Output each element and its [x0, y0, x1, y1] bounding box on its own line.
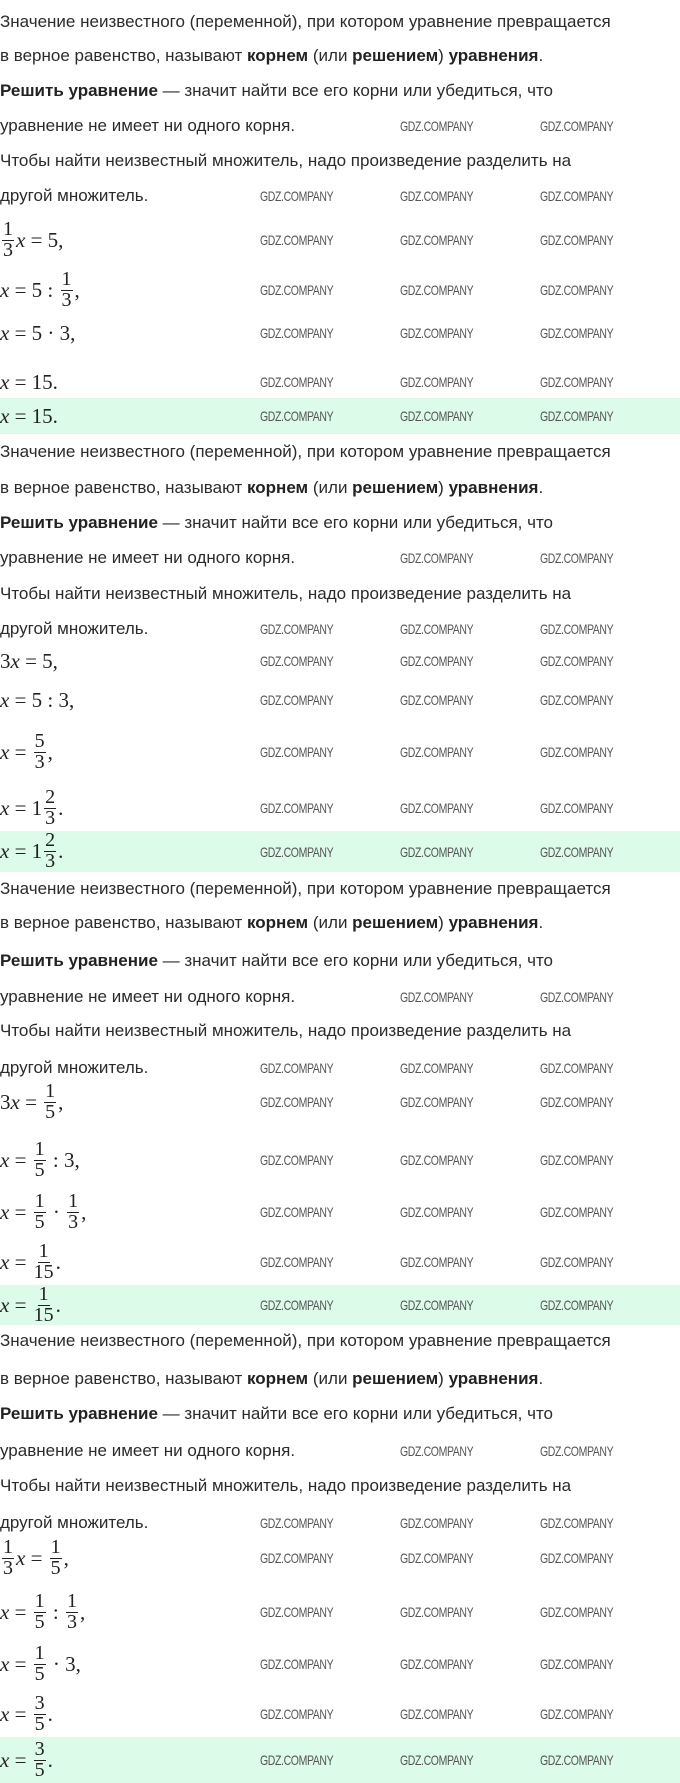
- watermark-text: GDZ.COMPANY: [400, 1094, 474, 1110]
- math-text: = 15.: [9, 403, 58, 428]
- equation-step: [0, 311, 75, 355]
- math-text: ,: [80, 1599, 86, 1624]
- fraction-denominator: 15: [33, 1260, 54, 1283]
- watermark-text: GDZ.COMPANY: [540, 1094, 614, 1110]
- bold-term: уравнения: [448, 1369, 539, 1388]
- math-variable: x: [0, 687, 10, 712]
- watermark-text: GDZ.COMPANY: [260, 1656, 334, 1672]
- watermark-text: GDZ.COMPANY: [540, 374, 614, 390]
- fraction-denominator: 3: [34, 750, 45, 773]
- text-segment: Чтобы найти неизвестный множитель, надо произведение разделить на: [0, 1476, 572, 1495]
- fraction-denominator: 5: [34, 1210, 45, 1233]
- paragraph-line: [0, 116, 680, 136]
- equation-step: [0, 639, 58, 683]
- bold-term: корнем: [247, 1369, 309, 1388]
- bold-term: корнем: [247, 913, 309, 932]
- math-text: = 15.: [9, 369, 58, 394]
- watermark-text: GDZ.COMPANY: [400, 550, 474, 566]
- paragraph-line: [0, 987, 680, 1007]
- math-text: 3: [0, 648, 11, 673]
- watermark-text: GDZ.COMPANY: [400, 325, 474, 341]
- watermark-text: GDZ.COMPANY: [540, 118, 614, 134]
- math-variable: x: [10, 648, 20, 673]
- equation-step: [0, 1138, 80, 1182]
- watermark-text: GDZ.COMPANY: [260, 325, 334, 341]
- watermark-text: GDZ.COMPANY: [540, 621, 614, 637]
- paragraph-line: [0, 478, 680, 498]
- bold-term: Решить уравнение: [0, 1404, 158, 1423]
- math-variable: x: [0, 403, 10, 428]
- fraction-denominator: 5: [34, 1158, 45, 1181]
- fraction-denominator: 3: [61, 288, 72, 311]
- watermark-text: GDZ.COMPANY: [540, 844, 614, 860]
- watermark-text: GDZ.COMPANY: [540, 692, 614, 708]
- fraction: [50, 1535, 62, 1579]
- fraction-numerator: 2: [45, 829, 56, 852]
- watermark-text: GDZ.COMPANY: [540, 800, 614, 816]
- fraction-numerator: 1: [38, 1239, 49, 1262]
- watermark-text: GDZ.COMPANY: [260, 1060, 334, 1076]
- watermark-text: GDZ.COMPANY: [540, 1152, 614, 1168]
- fraction-numerator: 1: [3, 217, 13, 240]
- fraction: [44, 1079, 56, 1123]
- answer-box: [0, 831, 680, 872]
- fraction: [44, 785, 56, 829]
- math-variable: x: [0, 320, 10, 345]
- math-text: = 1: [9, 839, 43, 863]
- watermark-text: GDZ.COMPANY: [400, 282, 474, 298]
- text-segment: Чтобы найти неизвестный множитель, надо произведение разделить на: [0, 1021, 572, 1040]
- math-text: :: [47, 1599, 65, 1624]
- math-text: ,: [58, 1089, 64, 1114]
- fraction: [44, 831, 56, 871]
- math-text: =: [25, 1545, 48, 1570]
- watermark-text: GDZ.COMPANY: [400, 374, 474, 390]
- math-text: = 5 · 3,: [9, 320, 76, 345]
- math-text: =: [9, 1701, 32, 1726]
- text-segment: уравнение не имеет ни одного корня.: [0, 987, 296, 1006]
- text-segment: уравнение не имеет ни одного корня.: [0, 1441, 296, 1460]
- math-text: =: [19, 1089, 43, 1114]
- watermark-text: GDZ.COMPANY: [400, 188, 474, 204]
- text-segment: в верное равенство, называют: [0, 1369, 247, 1388]
- text-segment: уравнение не имеет ни одного корня.: [0, 116, 296, 135]
- fraction-numerator: 1: [61, 267, 72, 290]
- math-variable: x: [0, 1147, 10, 1172]
- watermark-text: GDZ.COMPANY: [400, 1443, 474, 1459]
- fraction-numerator: 1: [34, 1189, 45, 1212]
- paragraph-line: [0, 548, 680, 568]
- equation-step: [0, 218, 63, 262]
- watermark-text: GDZ.COMPANY: [400, 844, 474, 860]
- paragraph-line: [0, 186, 680, 206]
- text-segment: Чтобы найти неизвестный множитель, надо произведение разделить на: [0, 584, 572, 603]
- fraction-numerator: 1: [34, 1641, 45, 1664]
- text-segment: .: [538, 1369, 544, 1388]
- watermark-text: GDZ.COMPANY: [260, 1094, 334, 1110]
- bold-term: решением: [352, 1369, 439, 1388]
- watermark-text: GDZ.COMPANY: [260, 800, 334, 816]
- watermark-text: GDZ.COMPANY: [540, 744, 614, 760]
- math-text: .: [58, 839, 64, 863]
- math-text: ,: [81, 1199, 87, 1224]
- math-variable: x: [0, 277, 10, 302]
- watermark-text: GDZ.COMPANY: [400, 989, 474, 1005]
- watermark-text: GDZ.COMPANY: [400, 1297, 474, 1313]
- watermark-text: GDZ.COMPANY: [540, 1297, 614, 1313]
- math-text: =: [9, 1747, 32, 1772]
- watermark-text: GDZ.COMPANY: [260, 282, 334, 298]
- watermark-text: GDZ.COMPANY: [540, 325, 614, 341]
- watermark-text: GDZ.COMPANY: [400, 1706, 474, 1722]
- fraction: [34, 729, 46, 773]
- math-variable: x: [0, 1199, 10, 1224]
- watermark-text: GDZ.COMPANY: [260, 692, 334, 708]
- math-variable: x: [0, 1599, 10, 1624]
- answer-box: [0, 398, 680, 434]
- text-segment: Чтобы найти неизвестный множитель, надо произведение разделить на: [0, 151, 572, 170]
- fraction-numerator: 1: [34, 1589, 45, 1612]
- equation-step: [0, 730, 53, 774]
- text-segment: ): [438, 478, 449, 497]
- math-variable: x: [0, 795, 10, 820]
- watermark-text: GDZ.COMPANY: [400, 1204, 474, 1220]
- watermark-text: GDZ.COMPANY: [540, 989, 614, 1005]
- text-segment: в верное равенство, называют: [0, 46, 247, 65]
- watermark-text: GDZ.COMPANY: [540, 1060, 614, 1076]
- watermark-text: GDZ.COMPANY: [540, 1752, 614, 1768]
- paragraph-line: [0, 1058, 680, 1078]
- watermark-text: GDZ.COMPANY: [260, 188, 334, 204]
- fraction-denominator: 3: [45, 850, 56, 872]
- answer-equation: [0, 1282, 61, 1326]
- paragraph-line: [0, 951, 680, 971]
- answer-equation: [0, 398, 58, 434]
- fraction-denominator: 3: [68, 1210, 79, 1233]
- bold-term: корнем: [247, 46, 309, 65]
- paragraph-line: [0, 584, 680, 604]
- equation-step: [0, 1240, 61, 1284]
- math-variable: x: [0, 1651, 10, 1676]
- watermark-text: GDZ.COMPANY: [400, 1550, 474, 1566]
- math-text: · 3,: [47, 1651, 81, 1676]
- math-variable: x: [16, 227, 26, 252]
- paragraph-line: [0, 1021, 680, 1041]
- watermark-text: GDZ.COMPANY: [540, 1604, 614, 1620]
- fraction: [2, 217, 14, 261]
- paragraph-line: [0, 151, 680, 171]
- watermark-text: GDZ.COMPANY: [540, 1204, 614, 1220]
- watermark-text: GDZ.COMPANY: [260, 1297, 334, 1313]
- watermark-text: GDZ.COMPANY: [260, 1152, 334, 1168]
- watermark-text: GDZ.COMPANY: [540, 232, 614, 248]
- fraction-numerator: 5: [34, 729, 45, 752]
- watermark-text: GDZ.COMPANY: [540, 188, 614, 204]
- math-text: = 1: [9, 795, 43, 820]
- fraction-numerator: 3: [34, 1737, 45, 1760]
- fraction: [33, 1239, 54, 1283]
- answer-box: [0, 1737, 680, 1783]
- watermark-text: GDZ.COMPANY: [260, 1752, 334, 1768]
- text-segment: в верное равенство, называют: [0, 913, 247, 932]
- watermark-text: GDZ.COMPANY: [540, 1515, 614, 1531]
- math-variable: x: [0, 1292, 10, 1317]
- math-text: =: [9, 1651, 32, 1676]
- watermark-text: GDZ.COMPANY: [260, 408, 334, 424]
- text-segment: — значит найти все его корни или убедиться, что: [157, 951, 554, 970]
- math-text: ,: [63, 1545, 69, 1570]
- watermark-text: GDZ.COMPANY: [400, 1752, 474, 1768]
- math-variable: x: [0, 739, 10, 764]
- text-segment: (или: [308, 478, 353, 497]
- paragraph-line: [0, 619, 680, 639]
- paragraph-line: [0, 81, 680, 101]
- math-variable: x: [0, 369, 10, 394]
- watermark-text: GDZ.COMPANY: [260, 1515, 334, 1531]
- watermark-text: GDZ.COMPANY: [400, 1060, 474, 1076]
- fraction-numerator: 1: [45, 1079, 56, 1102]
- text-segment: — значит найти все его корни или убедиться, что: [157, 81, 554, 100]
- fraction: [2, 1535, 14, 1579]
- text-segment: другой множитель.: [0, 1513, 149, 1532]
- paragraph-line: [0, 12, 680, 32]
- watermark-text: GDZ.COMPANY: [540, 1254, 614, 1270]
- watermark-text: GDZ.COMPANY: [400, 692, 474, 708]
- watermark-text: GDZ.COMPANY: [400, 621, 474, 637]
- paragraph-line: [0, 1476, 680, 1496]
- text-segment: — значит найти все его корни или убедиться, что: [157, 1404, 554, 1423]
- fraction-numerator: 3: [34, 1691, 45, 1714]
- fraction-denominator: 3: [45, 806, 56, 829]
- text-segment: Значение неизвестного (переменной), при котором уравнение превращается: [0, 879, 611, 898]
- watermark-text: GDZ.COMPANY: [400, 653, 474, 669]
- fraction: [34, 1737, 46, 1781]
- math-text: : 3,: [47, 1147, 80, 1172]
- text-segment: Значение неизвестного (переменной), при котором уравнение превращается: [0, 1331, 611, 1350]
- paragraph-line: [0, 1441, 680, 1461]
- fraction-denominator: 5: [34, 1610, 45, 1633]
- watermark-text: GDZ.COMPANY: [260, 1254, 334, 1270]
- watermark-text: GDZ.COMPANY: [260, 1550, 334, 1566]
- bold-term: решением: [352, 46, 439, 65]
- math-variable: x: [10, 1089, 20, 1114]
- watermark-text: GDZ.COMPANY: [540, 282, 614, 298]
- fraction-denominator: 3: [3, 238, 13, 261]
- math-text: 3: [0, 1089, 11, 1114]
- paragraph-line: [0, 1331, 680, 1351]
- fraction-numerator: 1: [38, 1282, 49, 1305]
- watermark-text: GDZ.COMPANY: [400, 1604, 474, 1620]
- fraction-denominator: 15: [33, 1303, 54, 1326]
- math-text: .: [47, 1747, 53, 1772]
- fraction-numerator: 1: [34, 1137, 45, 1160]
- math-text: ·: [47, 1199, 66, 1224]
- text-segment: (или: [308, 46, 353, 65]
- math-text: =: [9, 739, 32, 764]
- paragraph-line: [0, 913, 680, 933]
- watermark-text: GDZ.COMPANY: [540, 1656, 614, 1672]
- watermark-text: GDZ.COMPANY: [400, 408, 474, 424]
- math-variable: x: [0, 1747, 10, 1772]
- fraction-denominator: 3: [3, 1556, 13, 1579]
- bold-term: решением: [352, 478, 439, 497]
- math-text: .: [47, 1701, 53, 1726]
- watermark-text: GDZ.COMPANY: [260, 844, 334, 860]
- fraction: [34, 1189, 46, 1233]
- bold-term: Решить уравнение: [0, 951, 158, 970]
- fraction: [34, 1589, 46, 1633]
- fraction-numerator: 1: [67, 1589, 78, 1612]
- watermark-text: GDZ.COMPANY: [260, 232, 334, 248]
- equation-step: [0, 1692, 53, 1736]
- math-text: .: [55, 1249, 61, 1274]
- paragraph-line: [0, 1404, 680, 1424]
- watermark-text: GDZ.COMPANY: [400, 800, 474, 816]
- fraction-denominator: 5: [50, 1556, 61, 1579]
- text-segment: .: [538, 46, 544, 65]
- equation-step: [0, 1590, 85, 1634]
- watermark-text: GDZ.COMPANY: [400, 232, 474, 248]
- fraction-numerator: 1: [68, 1189, 79, 1212]
- watermark-text: GDZ.COMPANY: [400, 744, 474, 760]
- fraction-numerator: 2: [45, 785, 56, 808]
- math-text: = 5,: [19, 648, 58, 673]
- equation-step: [0, 678, 74, 722]
- watermark-text: GDZ.COMPANY: [540, 1550, 614, 1566]
- math-text: ,: [74, 277, 80, 302]
- math-text: .: [58, 795, 64, 820]
- watermark-text: GDZ.COMPANY: [260, 1204, 334, 1220]
- paragraph-line: [0, 442, 680, 462]
- bold-term: уравнения: [448, 46, 539, 65]
- math-text: .: [55, 1292, 61, 1317]
- fraction-denominator: 3: [67, 1610, 78, 1633]
- bold-term: уравнения: [448, 478, 539, 497]
- bold-term: корнем: [247, 478, 309, 497]
- equation-step: [0, 1642, 81, 1686]
- text-segment: другой множитель.: [0, 1058, 149, 1077]
- text-segment: другой множитель.: [0, 619, 149, 638]
- text-segment: ): [438, 1369, 449, 1388]
- math-text: =: [9, 1249, 32, 1274]
- answer-equation: [0, 1737, 53, 1783]
- watermark-text: GDZ.COMPANY: [540, 550, 614, 566]
- paragraph-line: [0, 1369, 680, 1389]
- watermark-text: GDZ.COMPANY: [540, 408, 614, 424]
- answer-box: [0, 1282, 680, 1326]
- equation-step: [0, 1190, 86, 1234]
- text-segment: (или: [308, 913, 353, 932]
- watermark-text: GDZ.COMPANY: [400, 1656, 474, 1672]
- text-segment: уравнение не имеет ни одного корня.: [0, 548, 296, 567]
- text-segment: ): [438, 913, 449, 932]
- math-text: = 5 :: [9, 277, 59, 302]
- math-variable: x: [0, 1249, 10, 1274]
- math-variable: x: [0, 1701, 10, 1726]
- fraction-numerator: 1: [50, 1535, 61, 1558]
- math-text: =: [9, 1292, 32, 1317]
- fraction-numerator: 1: [3, 1535, 13, 1558]
- bold-term: Решить уравнение: [0, 513, 158, 532]
- math-variable: x: [16, 1545, 26, 1570]
- text-segment: (или: [308, 1369, 353, 1388]
- fraction: [34, 1137, 46, 1181]
- fraction: [66, 1589, 78, 1633]
- fraction: [33, 1282, 54, 1326]
- math-text: =: [9, 1599, 32, 1624]
- text-segment: ): [438, 46, 449, 65]
- equation-step: [0, 786, 63, 830]
- math-variable: x: [0, 839, 10, 863]
- text-segment: другой множитель.: [0, 186, 149, 205]
- text-segment: .: [538, 478, 544, 497]
- watermark-text: GDZ.COMPANY: [260, 374, 334, 390]
- paragraph-line: [0, 879, 680, 899]
- watermark-text: GDZ.COMPANY: [260, 1604, 334, 1620]
- math-text: = 5 : 3,: [9, 687, 75, 712]
- watermark-text: GDZ.COMPANY: [260, 744, 334, 760]
- math-text: = 5,: [25, 227, 64, 252]
- math-text: ,: [47, 739, 53, 764]
- fraction: [67, 1189, 79, 1233]
- watermark-text: GDZ.COMPANY: [400, 1515, 474, 1531]
- watermark-text: GDZ.COMPANY: [260, 653, 334, 669]
- bold-term: уравнения: [448, 913, 539, 932]
- answer-equation: [0, 831, 63, 872]
- fraction: [34, 1641, 46, 1685]
- bold-term: Решить уравнение: [0, 81, 158, 100]
- fraction-denominator: 5: [34, 1712, 45, 1735]
- text-segment: Значение неизвестного (переменной), при котором уравнение превращается: [0, 12, 611, 31]
- text-segment: — значит найти все его корни или убедиться, что: [157, 513, 554, 532]
- fraction-denominator: 5: [45, 1100, 56, 1123]
- equation-step: [0, 1080, 63, 1124]
- paragraph-line: [0, 1513, 680, 1533]
- text-segment: в верное равенство, называют: [0, 478, 247, 497]
- math-text: =: [9, 1147, 32, 1172]
- fraction-denominator: 5: [34, 1758, 45, 1781]
- equation-step: [0, 268, 80, 312]
- watermark-text: GDZ.COMPANY: [260, 621, 334, 637]
- equation-step: [0, 1536, 69, 1580]
- watermark-text: GDZ.COMPANY: [540, 653, 614, 669]
- watermark-text: GDZ.COMPANY: [400, 1152, 474, 1168]
- math-text: =: [9, 1199, 32, 1224]
- fraction-denominator: 5: [34, 1662, 45, 1685]
- fraction: [61, 267, 73, 311]
- watermark-text: GDZ.COMPANY: [540, 1706, 614, 1722]
- text-segment: Значение неизвестного (переменной), при котором уравнение превращается: [0, 442, 611, 461]
- paragraph-line: [0, 513, 680, 533]
- watermark-text: GDZ.COMPANY: [400, 118, 474, 134]
- paragraph-line: [0, 46, 680, 66]
- watermark-text: GDZ.COMPANY: [400, 1254, 474, 1270]
- watermark-text: GDZ.COMPANY: [540, 1443, 614, 1459]
- bold-term: решением: [352, 913, 439, 932]
- fraction: [34, 1691, 46, 1735]
- text-segment: .: [538, 913, 544, 932]
- watermark-text: GDZ.COMPANY: [260, 1706, 334, 1722]
